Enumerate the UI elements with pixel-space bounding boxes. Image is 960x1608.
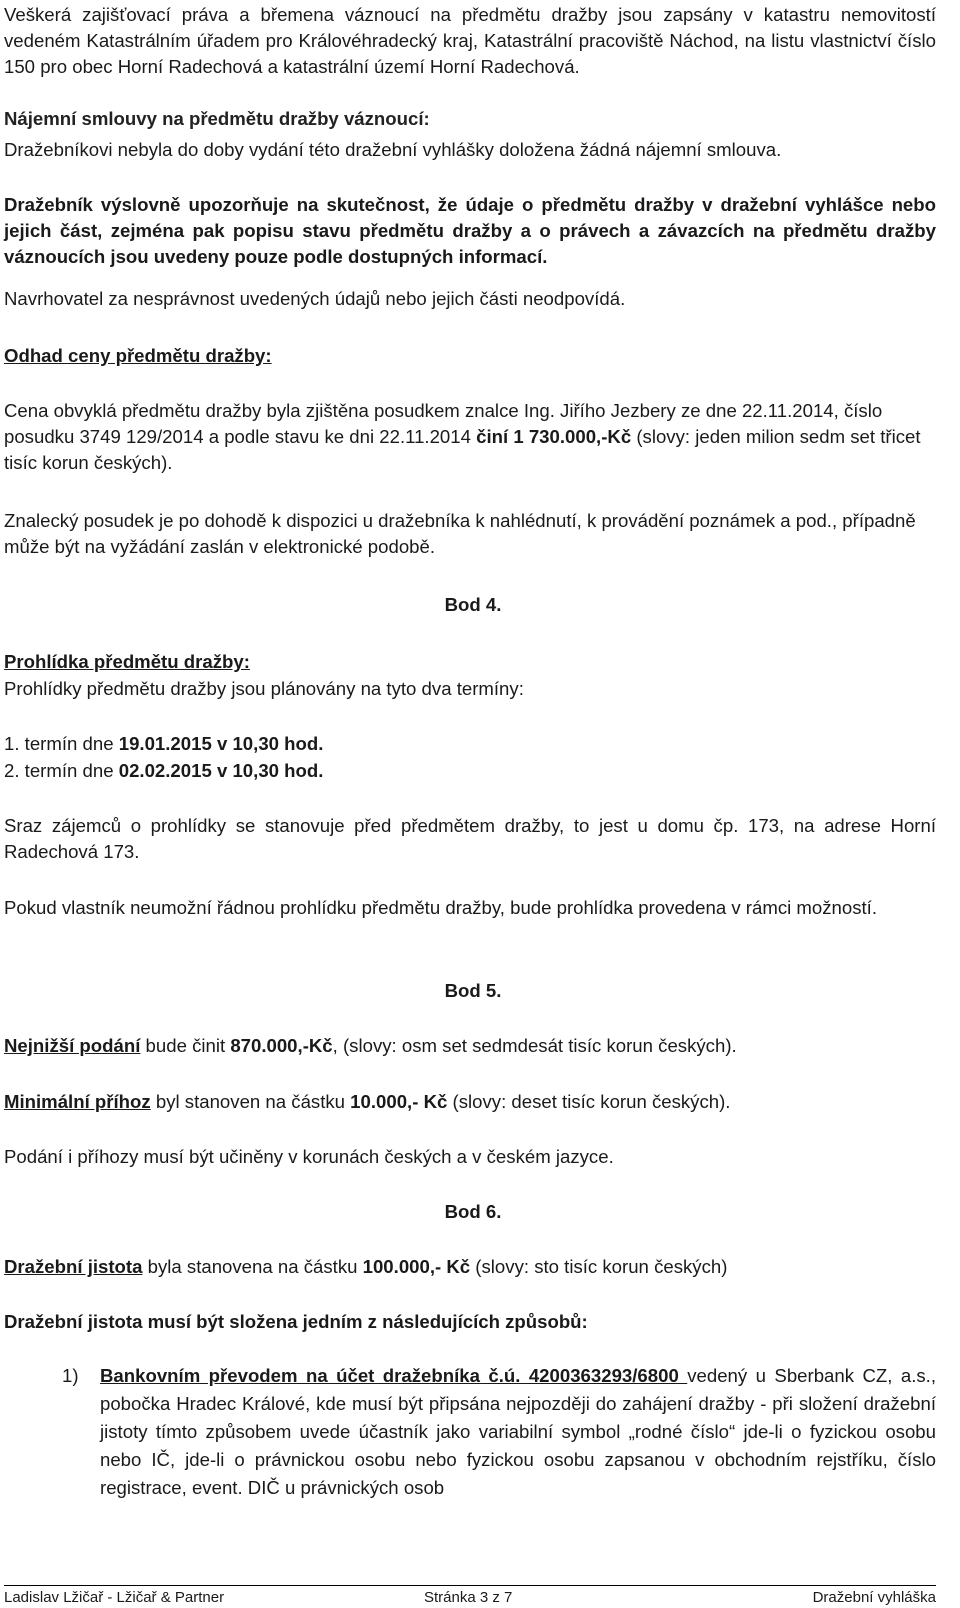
expert-report-paragraph: Znalecký posudek je po dohodě k dispozici u dražebníka k nahlédnutí, k provádění poznámek a pod., případně může být na vyžádání zaslán v elektronické podobě. [4, 510, 916, 557]
warning-paragraph: Dražebník výslovně upozorňuje na skutečnost, že údaje o předmětu dražby v dražební vyhlášce nebo jejich část, zejména pak popisu stavu předmětu dražby a o právech a závazcích na předmětu dražby váznoucích jsou uvedeny pouze podle dostupných informací. [4, 194, 936, 267]
leases-heading: Nájemní smlouvy na předmětu dražby váznoucí: [4, 108, 430, 129]
footer-author: Ladislav Lžičař - Lžičař & Partner [4, 1589, 225, 1606]
leases-text: Dražebníkovi nebyla do doby vydání této dražební vyhlášky doložena žádná nájemní smlouva. [4, 139, 782, 160]
page-footer [4, 1585, 936, 1608]
currency-language-note: Podání i příhozy musí být učiněny v korunách českých a v českém jazyce. [4, 1146, 614, 1167]
lowest-bid-amount: 870.000,-Kč [230, 1035, 333, 1056]
deposit-paragraph: Dražební jistota byla stanovena na částku 100.000,- Kč (slovy: sto tisíc korun českých) [4, 1256, 728, 1277]
deposit-label: Dražební jistota [4, 1256, 143, 1277]
deposit-methods-heading: Dražební jistota musí být složena jedním z následujících způsobů: [4, 1311, 588, 1332]
inspection-intro: Prohlídky předmětu dražby jsou plánovány na tyto dva termíny: [4, 678, 524, 699]
inspection-date-1: 1. termín dne 19.01.2015 v 10,30 hod. [4, 733, 324, 754]
proposer-disclaimer: Navrhovatel za nesprávnost uvedených údajů nebo jejich části neodpovídá. [4, 288, 626, 309]
minimum-increment-amount: 10.000,- Kč [350, 1091, 448, 1112]
encumbrances-paragraph: Veškerá zajišťovací práva a břemena váznoucí na předmětu dražby jsou zapsány v katastru nemovitostí vedeném Katastrálním úřadem pro Královéhradecký kraj, Katastrální pracoviště Náchod, na listu vlastnictví číslo 150 pro obec Horní Radechová a katastrální území Horní Radechová. [4, 4, 936, 77]
lowest-bid-label: Nejnižší podání [4, 1035, 141, 1056]
section-heading-bod4: Bod 4. [444, 594, 502, 615]
inspection-fallback-paragraph: Pokud vlastník neumožní řádnou prohlídku předmětu dražby, bude prohlídka provedena v rámci možností. [4, 897, 878, 918]
footer-document-title: Dražební vyhláška [812, 1589, 936, 1606]
estimate-words: (slovy: jeden milion sedm set třicet tisíc korun českých). [4, 426, 921, 473]
minimum-increment-paragraph: Minimální příhoz byl stanoven na částku 10.000,- Kč (slovy: deset tisíc korun českých). [4, 1091, 731, 1112]
bank-account-label: Bankovním převodem na účet dražebníka č.ú. 4200363293/6800 [100, 1365, 688, 1386]
inspection-date-2: 2. termín dne 02.02.2015 v 10,30 hod. [4, 760, 324, 781]
estimate-paragraph [4, 398, 936, 476]
list-item-number: 1) [62, 1365, 79, 1386]
estimate-text: Cena obvyklá předmětu dražby byla zjištěna posudkem znalce Ing. Jiřího Jezbery ze dne 22.11.2014, číslo posudku 3749 129/2014 a podle stavu ke dni 22.11.2014 [4, 400, 883, 447]
minimum-increment-label: Minimální příhoz [4, 1091, 151, 1112]
list-item-bank-transfer: Bankovním převodem na účet dražebníka č.ú. 4200363293/6800 vedený u Sberbank CZ, a.s., pobočka Hradec Králové, kde musí být připsána nejpozději do zahájení dražby - při složení dražební jistoty tímto způsobem uvede účastník jako variabilní symbol „rodné číslo“ jde-li o fyzickou osobu nebo IČ, jde-li o právnickou osobu nebo fyzickou osobu zapsanou v obchodním rejstříku, číslo registrace, event. DIČ u právnických osob [100, 1365, 936, 1498]
section-heading-bod5: Bod 5. [444, 980, 502, 1001]
estimate-amount: činí 1 730.000,-Kč [476, 426, 632, 447]
meeting-point-paragraph: Sraz zájemců o prohlídky se stanovuje před předmětem dražby, to jest u domu čp. 173, na adrese Horní Radechová 173. [4, 815, 936, 862]
inspection-heading: Prohlídka předmětu dražby: [4, 651, 250, 672]
section-heading-bod6: Bod 6. [444, 1201, 502, 1222]
deposit-amount: 100.000,- Kč [362, 1256, 471, 1277]
estimate-heading: Odhad ceny předmětu dražby: [4, 345, 272, 366]
footer-page-number: Stránka 3 z 7 [424, 1589, 513, 1606]
lowest-bid-paragraph: Nejnižší podání bude činit 870.000,-Kč, (slovy: osm set sedmdesát tisíc korun českých). [4, 1035, 737, 1056]
